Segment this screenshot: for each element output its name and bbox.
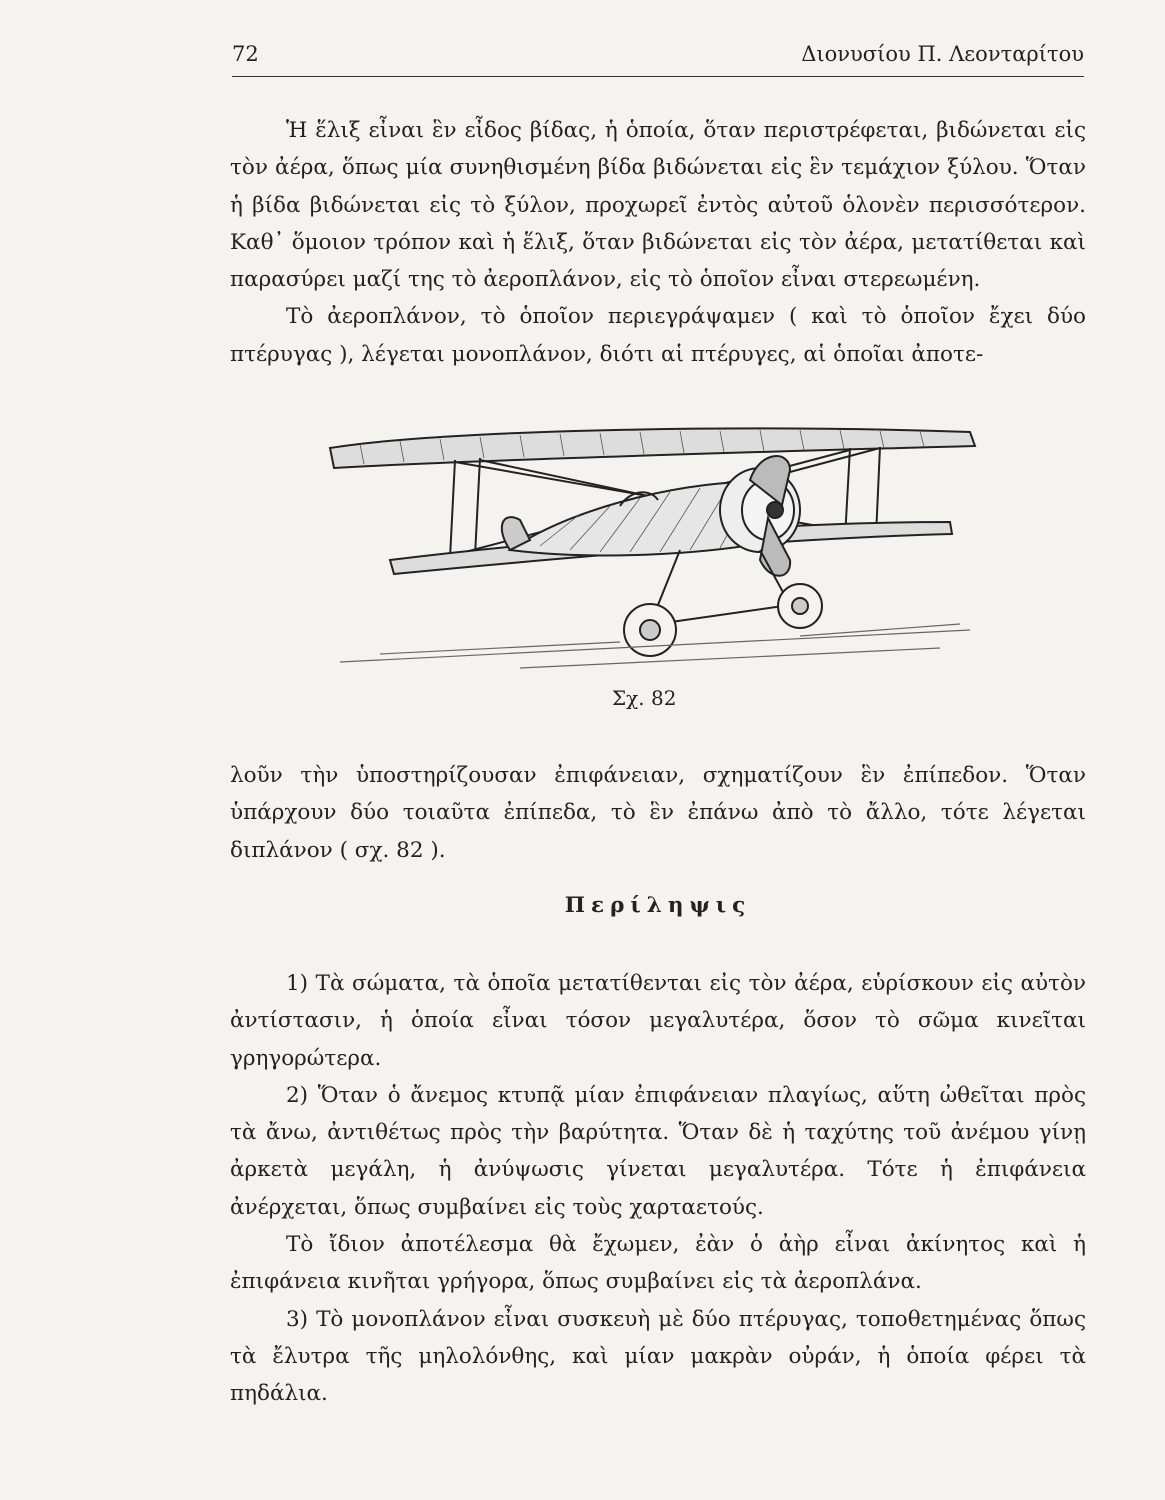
figure-caption: Σχ. 82 (612, 686, 677, 710)
page-header (232, 40, 1084, 77)
summary-heading: Περίληψις (564, 893, 752, 918)
biplane-illustration (320, 410, 990, 680)
summary-list (230, 965, 1086, 1413)
text-block-after-figure (230, 757, 1086, 869)
paragraph: Τὸ ἀεροπλάνον, τὸ ὁποῖον περιεγράψαμεν ( καὶ τὸ ὁποῖον ἔχει δύο πτέρυγας ), λέγεται μονοπλάνον, διότι αἱ πτέρυγες, αἱ ὁποῖαι ἀποτε- (230, 304, 1086, 367)
paragraph: λοῦν τὴν ὑποστηρίζουσαν ἐπιφάνειαν, σχηματίζουν ἓν ἐπίπεδον. Ὅταν ὑπάρχουν δύο τοιαῦτα ἐπίπεδα, τὸ ἓν ἐπάνω ἀπὸ τὸ ἄλλο, τότε λέγεται διπλάνον ( σχ. 82 ). (230, 763, 1086, 863)
running-head: Διονυσίου Π. Λεονταρίτου (801, 42, 1084, 66)
paragraph: Ἡ ἕλιξ εἶναι ἓν εἶδος βίδας, ἡ ὁποία, ὅταν περιστρέφεται, βιδώνεται εἰς τὸν ἀέρα, ὅπως μία συνηθισμένη βίδα βιδώνεται εἰς ἓν τεμάχιον ξύλου. Ὅταν ἡ βίδα βιδώνεται εἰς τὸ ξύλον, προχωρεῖ ἐντὸς αὐτοῦ ὁλονὲν περισσότερον. Καθ᾽ ὅμοιον τρόπον καὶ ἡ ἕλιξ, ὅταν βιδώνεται εἰς τὸν ἀέρα, μετατίθεται καὶ παρασύρει μαζί της τὸ ἀεροπλάνον, εἰς τὸ ὁποῖον εἶναι στερεωμένη. (230, 118, 1086, 293)
summary-item: 3) Τὸ μονοπλάνον εἶναι συσκευὴ μὲ δύο πτέρυγας, τοποθετημένας ὅπως τὰ ἔλυτρα τῆς μηλολόνθης, καὶ μίαν μακρὰν οὐράν, ἡ ὁποία φέρει τὰ πηδάλια. (230, 1306, 1086, 1407)
summary-item: 1) Τὰ σώματα, τὰ ὁποῖα μετατίθενται εἰς τὸν ἀέρα, εὑρίσκουν εἰς αὐτὸν ἀντίστασιν, ἡ ὁποία εἶναι τόσον μεγαλυτέρα, ὅσον τὸ σῶμα κινεῖται γρηγορώτερα. (230, 971, 1086, 1071)
text-block-top (230, 112, 1086, 373)
summary-item: 2) Ὅταν ὁ ἄνεμος κτυπᾷ μίαν ἐπιφάνειαν πλαγίως, αὕτη ὠθεῖται πρὸς τὰ ἄνω, ἀντιθέτως πρὸς τὴν βαρύτητα. Ὅταν δὲ ἡ ταχύτης τοῦ ἀνέμου γίνῃ ἀρκετὰ μεγάλη, ἡ ἀνύψωσις γίνεται μεγαλυτέρα. Τότε ἡ ἐπιφάνεια ἀνέρχεται, ὅπως συμβαίνει εἰς τοὺς χαρταετούς. (230, 1082, 1086, 1220)
page-number: 72 (232, 42, 259, 66)
figure-biplane (320, 410, 990, 680)
summary-item: Τὸ ἴδιον ἀποτέλεσμα θὰ ἔχωμεν, ἐὰν ὁ ἀὴρ εἶναι ἀκίνητος καὶ ἡ ἐπιφάνεια κινῆται γρήγορα, ὅπως συμβαίνει εἰς τὰ ἀεροπλάνα. (230, 1232, 1086, 1295)
